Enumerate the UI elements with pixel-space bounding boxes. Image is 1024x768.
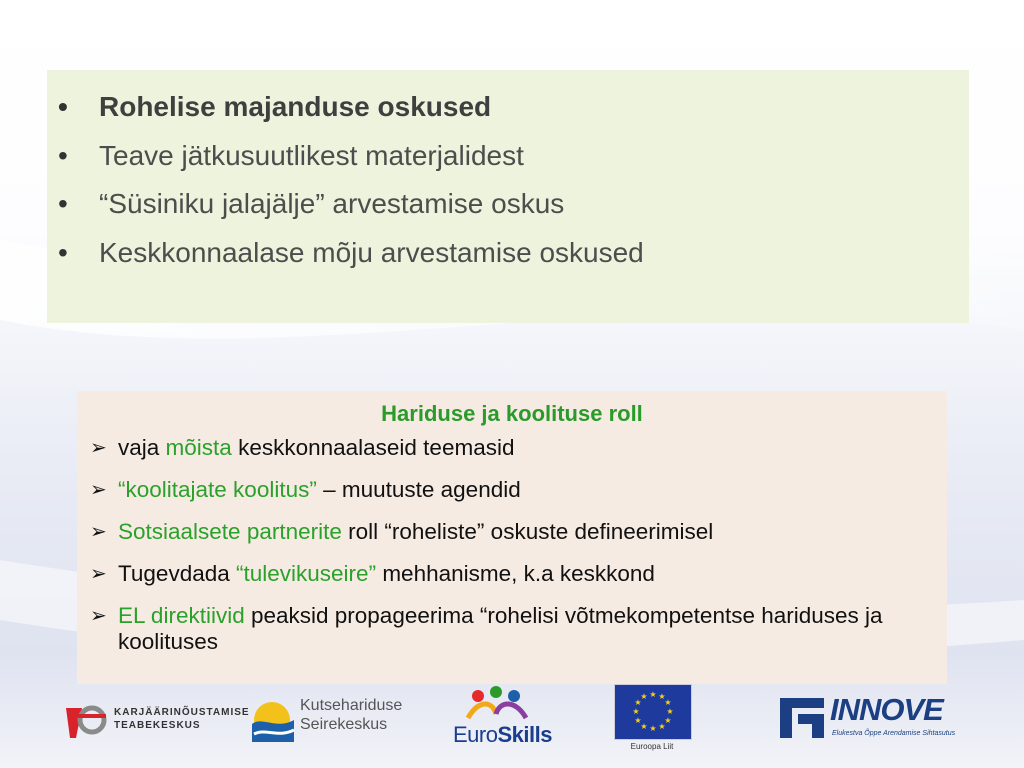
arrow-bullet-icon: ➢ bbox=[90, 563, 107, 585]
arrow-bullet-icon: ➢ bbox=[90, 521, 107, 543]
svg-text:★: ★ bbox=[649, 690, 657, 699]
bullet-icon: • bbox=[58, 236, 68, 268]
karjaarinoustamise-logo: KARJÄÄRINÕUSTAMISE TEABEKESKUS bbox=[62, 698, 232, 746]
kutseharidus-logo: Kutsehariduse Seirekeskus bbox=[250, 690, 410, 750]
innove-mark-icon bbox=[776, 692, 828, 742]
panel-heading: Hariduse ja koolituse roll bbox=[381, 401, 643, 426]
top-bullet-list bbox=[47, 70, 969, 277]
svg-text:★: ★ bbox=[664, 716, 672, 725]
eu-logo: ★ ★ ★ ★ ★ ★ ★ ★ ★ ★ ★ ★ Euroopa Liit bbox=[614, 684, 692, 758]
innove-logo: INNOVE Elukestva Õppe Arendamise Sihtasutus bbox=[776, 692, 976, 748]
arrow-bullet-icon: ➢ bbox=[90, 437, 107, 459]
list-item: ➢ Tugevdada “tulevikuseire” mehhanisme, k.a keskkond bbox=[90, 561, 655, 586]
list-item: ➢ Sotsiaalsete partnerite roll “roheliste” oskuste defineerimisel bbox=[90, 519, 714, 544]
svg-text:★: ★ bbox=[649, 724, 657, 733]
bottom-arrow-list bbox=[77, 435, 947, 655]
list-item: ➢ “koolitajate koolitus” – muutuste agendid bbox=[90, 477, 521, 502]
list-item: • Rohelise majanduse oskused bbox=[47, 83, 969, 132]
svg-text:★: ★ bbox=[632, 707, 640, 716]
svg-text:★: ★ bbox=[634, 698, 642, 707]
bottom-panel bbox=[77, 391, 947, 684]
bullet-icon: • bbox=[58, 139, 68, 171]
eu-flag-icon bbox=[614, 684, 692, 740]
list-item: • “Süsiniku jalajälje” arvestamise oskus bbox=[47, 180, 969, 229]
svg-text:★: ★ bbox=[664, 698, 672, 707]
euroskills-figures-icon bbox=[448, 684, 548, 724]
list-item: • Keskkonnaalase mõju arvestamise oskused bbox=[47, 229, 969, 278]
svg-text:★: ★ bbox=[640, 722, 648, 731]
top-panel bbox=[47, 70, 969, 323]
sun-wave-icon bbox=[250, 690, 298, 746]
list-item: • Teave jätkusuutlikest materjalidest bbox=[47, 132, 969, 181]
svg-text:★: ★ bbox=[634, 716, 642, 725]
euroskills-logo: EuroSkills bbox=[448, 684, 558, 754]
list-item: ➢ EL direktiivid peaksid propageerima “rohelisi võtmekompetentse hariduses ja koolituses bbox=[90, 603, 883, 654]
list-item: ➢ vaja mõista keskkonnaalaseid teemasid bbox=[90, 435, 515, 460]
karjaar-mark-icon bbox=[62, 698, 112, 746]
svg-text:★: ★ bbox=[640, 692, 648, 701]
svg-text:★: ★ bbox=[666, 707, 674, 716]
logo-bar bbox=[0, 678, 1024, 768]
svg-text:★: ★ bbox=[658, 722, 666, 731]
arrow-bullet-icon: ➢ bbox=[90, 479, 107, 501]
svg-text:★: ★ bbox=[658, 692, 666, 701]
bullet-icon: • bbox=[58, 91, 68, 122]
arrow-bullet-icon: ➢ bbox=[90, 605, 107, 627]
bullet-icon: • bbox=[58, 188, 68, 219]
